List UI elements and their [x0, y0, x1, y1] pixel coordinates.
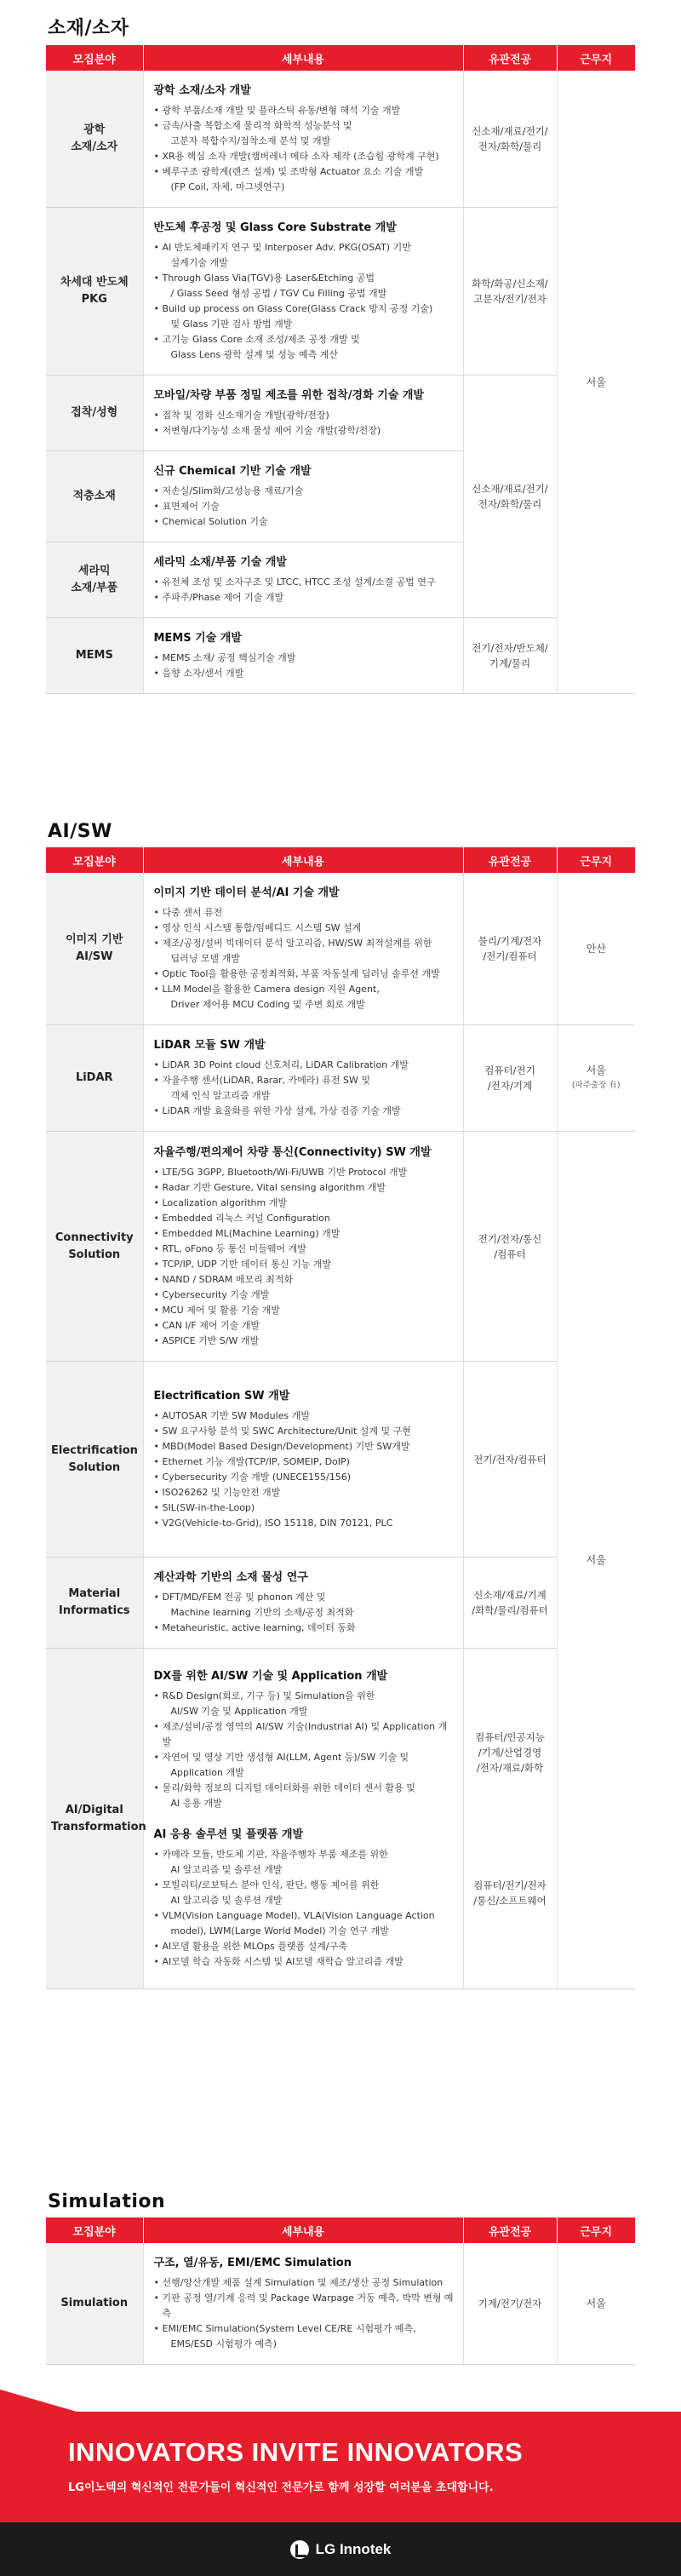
list-item: • Embedded 리눅스 커널 Configuration — [154, 1211, 455, 1226]
table-row — [46, 1025, 635, 1132]
detail-title: 신규 Chemical 기반 기술 개발 — [153, 465, 312, 478]
list-item: • Cybersecurity 기술 개발 — [154, 1288, 455, 1303]
detail-cell — [143, 451, 463, 542]
list-item: • Radar 기반 Gesture, Vital sensing algorithm 개발 — [154, 1180, 455, 1196]
list-item: • Embedded ML(Machine Learning) 개발 — [154, 1226, 455, 1242]
table-header-row — [46, 45, 635, 71]
list-item: • ISO26262 및 기능안전 개발 — [154, 1485, 455, 1500]
list-item: • AUTOSAR 기반 SW Modules 개발 — [154, 1408, 455, 1424]
table-row — [46, 618, 635, 694]
table-header-row — [46, 847, 635, 873]
area-cell: Material Informatics — [46, 1558, 143, 1649]
table-row — [46, 208, 635, 376]
recruit-table — [46, 847, 635, 1989]
detail-cell — [143, 71, 463, 208]
detail-list — [154, 1165, 455, 1349]
header-area: 모집분야 — [46, 847, 143, 873]
area-cell: MEMS — [46, 618, 143, 694]
list-item: • TCP/IP, UDP 기반 데이터 통신 기능 개발 — [154, 1257, 455, 1272]
list-item: • 자율주행 센서(LiDAR, Rarar, 카메라) 퓨전 SW 및 객체 인식 알고리즘 개발 — [154, 1073, 455, 1104]
list-item: • SIL(SW-in-the-Loop) — [154, 1500, 455, 1516]
detail-list — [154, 408, 455, 439]
detail-block — [154, 1037, 455, 1119]
list-item: • 광학 부품/소재 개발 및 플라스틱 유동/변형 해석 기술 개발 — [154, 103, 455, 118]
detail-cell — [143, 376, 463, 451]
major-cell: 전기/전자/통신 /컴퓨터 — [463, 1132, 557, 1362]
area-cell: AI/Digital Transformation — [46, 1649, 143, 1989]
detail-cell — [143, 1132, 463, 1362]
list-item: • 표면제어 기술 — [154, 499, 455, 514]
detail-title: AI 응용 솔루션 및 플랫폼 개발 — [153, 1827, 304, 1841]
table-row — [46, 376, 635, 451]
detail-block — [154, 554, 455, 605]
area-cell: Simulation — [46, 2243, 143, 2365]
footer-subline: LG이노텍의 혁신적인 전문가들이 혁신적인 전문가로 함께 성장할 여러분을 초대합니다. — [68, 2481, 494, 2494]
detail-list — [154, 905, 455, 1013]
list-item: • R&D Design(회로, 기구 등) 및 Simulation을 위한 AI/SW 기술 및 Application 개발 — [154, 1689, 455, 1719]
header-location: 근무지 — [557, 45, 635, 71]
list-item: • Metaheuristic, active learning, 데이터 동화 — [154, 1621, 455, 1636]
section-ai-sw — [0, 821, 681, 1989]
list-item: • V2G(Vehicle-to-Grid), ISO 15118, DIN 70121, PLC — [154, 1516, 455, 1531]
table-header-row — [46, 2217, 635, 2243]
recruit-table — [46, 2217, 635, 2365]
list-item: • 고기능 Glass Core 소재 조성/제조 공정 개발 및 Glass Lens 광학 설계 및 성능 예측 계산 — [154, 332, 455, 363]
list-item: • 금속/사출 복합소재 물리적 화학적 성능분석 및 고분자 복합수지/접착소재 분석 및 개발 — [154, 118, 455, 149]
detail-list — [154, 240, 455, 363]
header-location: 근무지 — [557, 2217, 635, 2243]
detail-block — [154, 1145, 455, 1349]
detail-list — [154, 2275, 455, 2352]
location-cell: 서울 — [557, 1132, 635, 1989]
list-item: • Optic Tool을 활용한 공정최적화, 부품 자동설계 딥러닝 솔루션 개발 — [154, 967, 455, 982]
list-item: • 주파주/Phase 제어 기술 개발 — [154, 590, 455, 605]
list-item: • 베루구조 광학계(렌즈 설계) 및 조박형 Actuator 요소 기술 개발 (FP Coil, 자체, 마그넷연구) — [154, 164, 455, 195]
detail-block — [154, 83, 455, 195]
company-logo — [0, 2522, 681, 2576]
major-cell: 전기/전자/반도체/ 기계/물리 — [463, 618, 557, 694]
major-cell: 신소재/재료/전기/ 전자/화학/물리 — [463, 71, 557, 208]
detail-block — [154, 1388, 455, 1531]
section-simulation — [0, 2191, 681, 2365]
list-item: • NAND / SDRAM 메모리 최적화 — [154, 1272, 455, 1288]
list-item: • AI모델 학습 자동화 시스템 및 AI모델 재학습 알고리즘 개발 — [154, 1954, 455, 1970]
location-cell: 서울 — [557, 2243, 635, 2365]
list-item: • 선행/양산개발 제품 설계 Simulation 및 제조/생산 공정 Simulation — [154, 2275, 455, 2291]
list-item: • LiDAR 개발 효율화를 위한 가상 설계, 가상 검증 기술 개발 — [154, 1104, 455, 1119]
area-cell: 차세대 반도체 PKG — [46, 208, 143, 376]
location-text: 서울 — [586, 1064, 606, 1076]
detail-cell — [143, 2243, 463, 2365]
list-item: • 접착 및 경화 신소재기술 개발(광학/전장) — [154, 408, 455, 423]
detail-title: 반도체 후공정 및 Glass Core Substrate 개발 — [153, 221, 397, 234]
location-cell: 서울 — [557, 71, 635, 694]
major-cell — [463, 1649, 557, 1989]
detail-block — [154, 630, 455, 681]
list-item: • LTE/5G 3GPP, Bluetooth/Wi-Fi/UWB 기반 Protocol 개발 — [154, 1165, 455, 1180]
header-location: 근무지 — [557, 847, 635, 873]
detail-list — [154, 1058, 455, 1119]
major-text: 컴퓨터/인공지능 /기계/산업경영 /전자/재료/화학 — [475, 1730, 545, 1774]
list-item: • 제조/공정/설비 빅데이터 분석 알고리즘, HW/SW 최적설계를 위한 딥러닝 모델 개발 — [154, 936, 455, 967]
detail-title: 자율주행/편의제어 차량 통신(Connectivity) SW 개발 — [153, 1145, 432, 1159]
list-item: • 저손실/Slim화/고성능용 재료/기술 — [154, 484, 455, 499]
list-item: • 저변형/다기능성 소재 물성 제어 기술 개발(광학/전장) — [154, 423, 455, 439]
detail-block — [154, 1569, 455, 1636]
list-item: • Chemical Solution 기술 — [154, 514, 455, 530]
table-row — [46, 71, 635, 208]
header-detail: 세부내용 — [143, 45, 463, 71]
major-cell: 화학/화공/신소재/ 고분자/전기/전자 — [463, 208, 557, 376]
table-row — [46, 1649, 635, 1989]
area-cell: 광학 소재/소자 — [46, 71, 143, 208]
table-row — [46, 1558, 635, 1649]
location-cell — [557, 1025, 635, 1132]
area-cell: LiDAR — [46, 1025, 143, 1132]
list-item: • LiDAR 3D Point cloud 신호처리, LiDAR Calibration 개발 — [154, 1058, 455, 1073]
detail-title: LiDAR 모듈 SW 개발 — [153, 1039, 266, 1052]
major-cell: 신소재/재료/전기/ 전자/화학/물리 — [463, 376, 557, 618]
detail-cell — [143, 873, 463, 1025]
list-item: • 자연어 및 영상 기반 생성형 AI(LLM, Agent 등)/SW 기술 및 Application 개발 — [154, 1750, 455, 1781]
list-item: • 유전체 조성 및 소자구조 및 LTCC, HTCC 조성 설계/소결 공법 연구 — [154, 575, 455, 590]
list-item: • Through Glass Via(TGV)용 Laser&Etching 공법 / Glass Seed 형성 공법 / TGV Cu Filling 공법 개발 — [154, 271, 455, 301]
detail-list — [154, 484, 455, 530]
list-item: • ASPICE 기반 S/W 개발 — [154, 1334, 455, 1349]
list-item: • Cybersecurity 기술 개발 (UNECE155/156) — [154, 1470, 455, 1485]
section-materials — [0, 14, 681, 694]
major-text: 컴퓨터/전기/전자 /통신/소프트웨어 — [473, 1879, 547, 1907]
major-cell: 물리/기계/전자 /전기/컴퓨터 — [463, 873, 557, 1025]
section-title: 소재/소자 — [48, 18, 129, 39]
detail-cell — [143, 542, 463, 618]
detail-cell — [143, 1362, 463, 1558]
detail-block — [154, 1668, 455, 1811]
header-detail: 세부내용 — [143, 847, 463, 873]
list-item: • LLM Model을 활용한 Camera design 지원 Agent, Driver 제어용 MCU Coding 및 주변 회로 개발 — [154, 982, 455, 1013]
major-cell: 신소재/재료/기계 /화학/물리/컴퓨터 — [463, 1558, 557, 1649]
list-item: • Ethernet 기능 개발(TCP/IP, SOMEIP, DoIP) — [154, 1454, 455, 1470]
header-major: 유관전공 — [463, 45, 557, 71]
list-item: • 영상 인식 시스템 통합/임베디드 시스템 SW 설계 — [154, 921, 455, 936]
detail-block — [154, 2255, 455, 2352]
list-item: • 음향 소자/센서 개발 — [154, 666, 455, 681]
area-cell: 이미지 기반 AI/SW — [46, 873, 143, 1025]
header-area: 모집분야 — [46, 45, 143, 71]
list-item: • CAN I/F 제어 기술 개발 — [154, 1318, 455, 1334]
table-row — [46, 873, 635, 1025]
detail-list — [154, 1847, 455, 1970]
list-item: • RTL, oFono 등 통신 미들웨어 개발 — [154, 1242, 455, 1257]
detail-cell — [143, 208, 463, 376]
list-item: • MCU 제어 및 활용 기술 개발 — [154, 1303, 455, 1318]
section-title: Simulation — [48, 2191, 166, 2212]
logo-text: LG Innotek — [315, 2540, 392, 2557]
table-row — [46, 1362, 635, 1558]
lg-logo-icon — [290, 2540, 309, 2559]
list-item: • MBD(Model Based Design/Development) 기반 SW개발 — [154, 1439, 455, 1454]
recruit-table — [46, 45, 635, 694]
location-note: (파주출장 有) — [571, 1081, 621, 1090]
detail-title: 이미지 기반 데이터 분석/AI 기술 개발 — [153, 886, 340, 899]
list-item: • XR용 핵심 소자 개발(캠버레너 메타 소자 제작 (조습힘 광학계 구현) — [154, 149, 455, 164]
list-item: • 모빌리티/로보틱스 분야 인식, 판단, 행동 제어를 위한 AI 알고리즘 및 솔루션 개발 — [154, 1878, 455, 1908]
detail-title: 광학 소재/소자 개발 — [153, 84, 251, 97]
major-cell: 전기/전자/컴퓨터 — [463, 1362, 557, 1558]
detail-block — [154, 387, 455, 439]
area-cell: 세라믹 소재/부품 — [46, 542, 143, 618]
detail-title: MEMS 기술 개발 — [153, 632, 242, 645]
detail-cell — [143, 1558, 463, 1649]
detail-list — [154, 1408, 455, 1531]
footer-accent-shape — [0, 2390, 77, 2412]
list-item: • 물리/화학 정보의 디지털 데이터화를 위한 데이터 센서 활용 및 AI 응용 개발 — [154, 1781, 455, 1811]
detail-title: 세라믹 소재/부품 기술 개발 — [153, 556, 287, 569]
detail-title: 계산과학 기반의 소재 물성 연구 — [153, 1571, 308, 1584]
detail-list — [154, 1590, 455, 1636]
area-cell: Connectivity Solution — [46, 1132, 143, 1362]
header-major: 유관전공 — [463, 847, 557, 873]
footer-red-band — [0, 2412, 681, 2522]
detail-list — [154, 651, 455, 681]
detail-title: Electrification SW 개발 — [153, 1389, 290, 1403]
list-item: • Localization algorithm 개발 — [154, 1196, 455, 1211]
list-item: • 기판 공정 열/기계 응력 및 Package Warpage 거동 예측, 박막 변형 예측 — [154, 2291, 455, 2321]
major-cell: 기계/전기/전자 — [463, 2243, 557, 2365]
detail-cell — [143, 618, 463, 694]
detail-block — [154, 220, 455, 363]
detail-list — [154, 575, 455, 605]
header-detail: 세부내용 — [143, 2217, 463, 2243]
list-item: • EMI/EMC Simulation(System Level CE/RE 시험평가 예측, EMS/ESD 시험평가 예측) — [154, 2321, 455, 2352]
list-item: • 제조/설비/공정 영역의 AI/SW 기술(Industrial AI) 및 Application 개발 — [154, 1719, 455, 1750]
major-cell: 컴퓨터/전기 /전자/기계 — [463, 1025, 557, 1132]
table-row — [46, 2243, 635, 2365]
detail-block — [154, 1827, 455, 1970]
area-cell: 적층소재 — [46, 451, 143, 542]
detail-title: DX를 위한 AI/SW 기술 및 Application 개발 — [153, 1669, 388, 1683]
detail-block — [154, 885, 455, 1013]
list-item: • SW 요구사항 분석 및 SWC Architecture/Unit 설계 및 구현 — [154, 1424, 455, 1439]
detail-list — [154, 1689, 455, 1811]
list-item: • 카메라 모듈, 반도체 기판, 자율주행차 부품 제조를 위한 AI 알고리즘 및 솔루션 개발 — [154, 1847, 455, 1878]
list-item: • AI모델 활용을 위한 MLOps 플랫폼 설계/구축 — [154, 1939, 455, 1954]
header-area: 모집분야 — [46, 2217, 143, 2243]
footer-headline: INNOVATORS INVITE INNOVATORS — [68, 2437, 524, 2467]
header-major: 유관전공 — [463, 2217, 557, 2243]
section-title: AI/SW — [48, 821, 112, 842]
area-cell: Electrification Solution — [46, 1362, 143, 1558]
area-cell: 접착/성형 — [46, 376, 143, 451]
location-cell: 안산 — [557, 873, 635, 1025]
detail-title: 모바일/차량 부품 정밀 제조를 위한 접착/경화 기술 개발 — [153, 389, 424, 402]
table-row — [46, 1132, 635, 1362]
detail-title: 구조, 열/유동, EMI/EMC Simulation — [153, 2257, 352, 2269]
list-item: • Build up process on Glass Core(Glass Crack 방지 공정 기술) 및 Glass 기판 검사 방법 개발 — [154, 301, 455, 332]
list-item: • AI 반도체패키지 연구 및 Interposer Adv. PKG(OSAT) 기반 설계기술 개발 — [154, 240, 455, 271]
list-item: • DFT/MD/FEM 전공 및 phonon 계산 및 Machine learning 기반의 소재/공정 최적화 — [154, 1590, 455, 1621]
detail-cell — [143, 1649, 463, 1989]
list-item: • MEMS 소재/ 공정 핵심기술 개발 — [154, 651, 455, 666]
list-item: • VLM(Vision Language Model), VLA(Vision Language Action model), LWM(Large World Model) 기술 연구 개발 — [154, 1908, 455, 1939]
list-item: • 다중 센서 퓨전 — [154, 905, 455, 921]
detail-cell — [143, 1025, 463, 1132]
detail-list — [154, 103, 455, 195]
footer-banner — [0, 2412, 681, 2576]
detail-block — [154, 463, 455, 530]
